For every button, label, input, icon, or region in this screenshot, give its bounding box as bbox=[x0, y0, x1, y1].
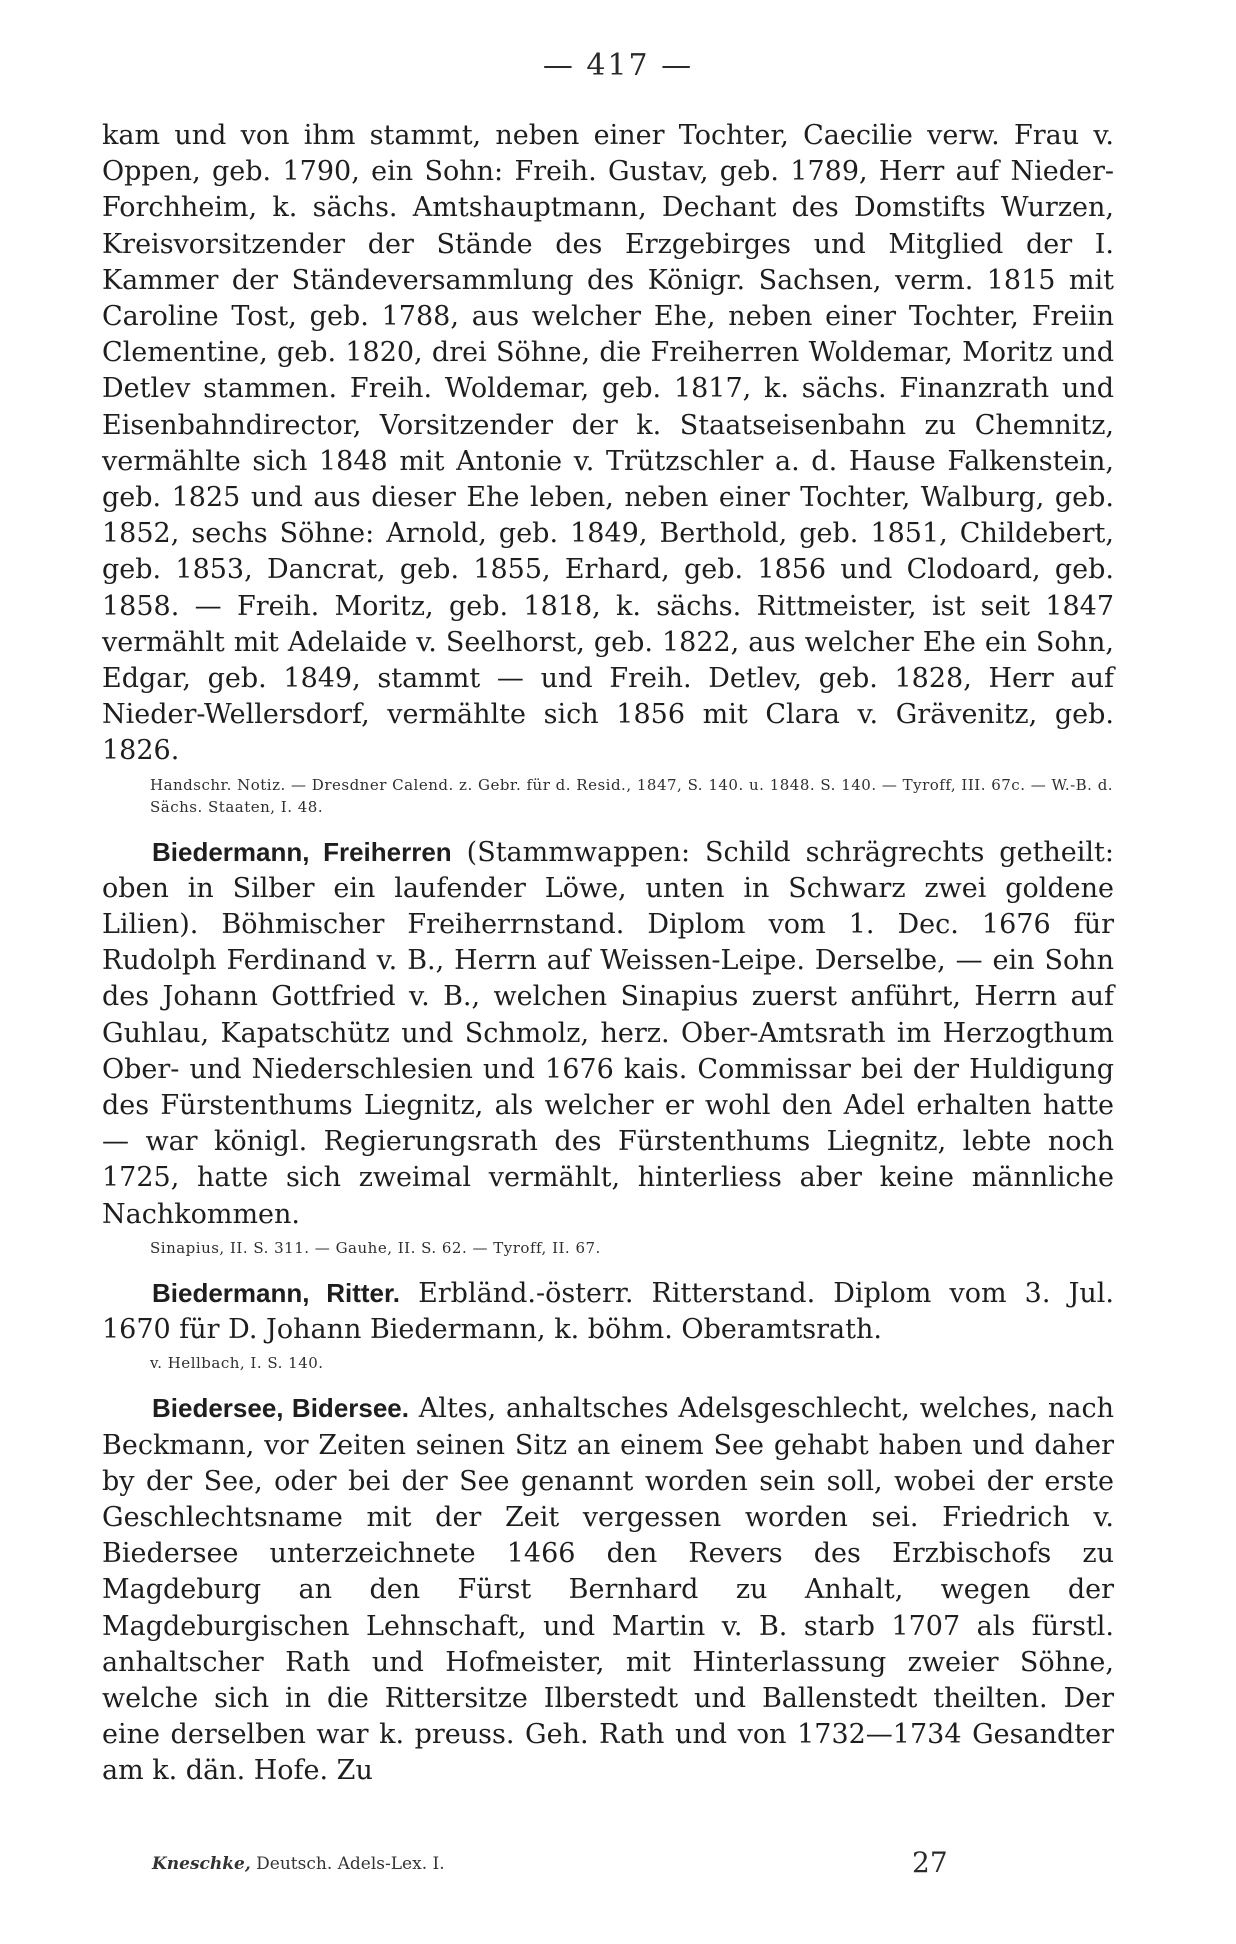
text-column bbox=[102, 118, 1114, 1790]
footer-title: Deutsch. Adels-Lex. I. bbox=[256, 1854, 445, 1874]
entry-continuation-body: kam und von ihm stammt, neben einer Tochter, Caecilie verw. Frau v. Oppen, geb. 1790, ein Sohn: Freih. Gustav, geb. 1789, Herr auf Nieder-Forchheim, k. sächs. Amtshauptmann, Dechant des Domstifts Wurzen, Kreisvorsitzender der Stände des Erzgebirges und Mitglied der I. Kammer der Ständeversammlung des Königr. Sachsen, verm. 1815 mit Caroline Tost, geb. 1788, aus welcher Ehe, neben einer Tochter, Freiin Clementine, geb. 1820, drei Söhne, die Freiherren Woldemar, Moritz und Detlev stammen. Freih. Woldemar, geb. 1817, k. sächs. Finanzrath und Eisenbahndirector, Vorsitzender der k. Staatseisenbahn zu Chemnitz, vermählte sich 1848 mit Antonie v. Trützschler a. d. Hause Falkenstein, geb. 1825 und aus dieser Ehe leben, neben einer Tochter, Walburg, geb. 1852, sechs Söhne: Arnold, geb. 1849, Berthold, geb. 1851, Childebert, geb. 1853, Dancrat, geb. 1855, Erhard, geb. 1856 und Clodoard, geb. 1858. — Freih. Moritz, geb. 1818, k. sächs. Rittmeister, ist seit 1847 vermählt mit Adelaide v. Seelhorst, geb. 1822, aus welcher Ehe ein Sohn, Edgar, geb. 1849, stammt — und Freih. Detlev, geb. 1828, Herr auf Nieder-Wellersdorf, vermählte sich 1856 mit Clara v. Grävenitz, geb. 1826. bbox=[102, 120, 1114, 767]
entry-body: Erbländ.-österr. Ritterstand. Diplom vom 3. Jul. 1670 für D. Johann Biedermann, k. böhm. Oberamtsrath. bbox=[102, 1277, 1114, 1346]
page-number: — 417 — bbox=[542, 48, 694, 83]
entry-biedersee bbox=[102, 1390, 1114, 1789]
footer-author: Kneschke, bbox=[152, 1854, 251, 1874]
entry-biedermann-ritter-source: v. Hellbach, I. S. 140. bbox=[150, 1354, 324, 1373]
page-footer bbox=[152, 1846, 972, 1879]
entry-body: Altes, anhaltsches Adelsgeschlecht, welches, nach Beckmann, vor Zeiten seinen Sitz an einem See gehabt haben und daher by der See, oder bei der See genannt worden sein soll, wobei der erste Geschlechtsname mit der Zeit vergessen worden sei. Friedrich v. Biedersee unterzeichnete 1466 den Revers des Erzbischofs zu Magdeburg an den Fürst Bernhard zu Anhalt, wegen der Magdeburgischen Lehnschaft, und Martin v. B. starb 1707 als fürstl. anhaltscher Rath und Hofmeister, mit Hinterlassung zweier Söhne, welche sich in die Rittersitze Ilberstedt und Ballenstedt theilten. Der eine derselben war k. preuss. Geh. Rath und von 1732—1734 Gesandter am k. dän. Hofe. Zu bbox=[102, 1393, 1114, 1787]
entry-biedermann-ritter bbox=[102, 1275, 1114, 1348]
entry-biedermann-freiherren bbox=[102, 834, 1114, 1233]
signature-mark: 27 bbox=[912, 1846, 948, 1879]
entry-heading: Biedermann, Freiherren bbox=[152, 836, 452, 867]
entry-continuation-text bbox=[102, 118, 1114, 770]
entry-body: (Stammwappen: Schild schrägrechts getheilt: oben in Silber ein laufender Löwe, unten in Schwarz zwei goldene Lilien). Böhmischer Freiherrnstand. Diplom vom 1. Dec. 1676 für Rudolph Ferdinand v. B., Herrn auf Weissen-Leipe. Derselbe, — ein Sohn des Johann Gottfried v. B., welchen Sinapius zuerst anführt, Herrn auf Guhlau, Kapatschütz und Schmolz, herz. Ober-Amtsrath im Herzogthum Ober- und Niederschlesien und 1676 kais. Commissar bei der Huldigung des Fürstenthums Liegnitz, als welcher er wohl den Adel erhalten hatte — war königl. Regierungsrath des Fürstenthums Liegnitz, lebte noch 1725, hatte sich zweimal vermählt, hinterliess aber keine männliche Nachkommen. bbox=[102, 836, 1115, 1230]
entry-heading: Biedermann, Ritter. bbox=[152, 1277, 400, 1308]
entry-continuation-source: Handschr. Notiz. — Dresdner Calend. z. Gebr. für d. Resid., 1847, S. 140. u. 1848. S. 140. — Tyroff, III. 67c. — W.-B. d. Sächs. Staaten, I. 48. bbox=[150, 775, 1114, 816]
entry-biedermann-freiherren-source: Sinapius, II. S. 311. — Gauhe, II. S. 62. — Tyroff, II. 67. bbox=[150, 1238, 601, 1257]
entry-heading: Biedersee, Bidersee. bbox=[152, 1393, 409, 1424]
